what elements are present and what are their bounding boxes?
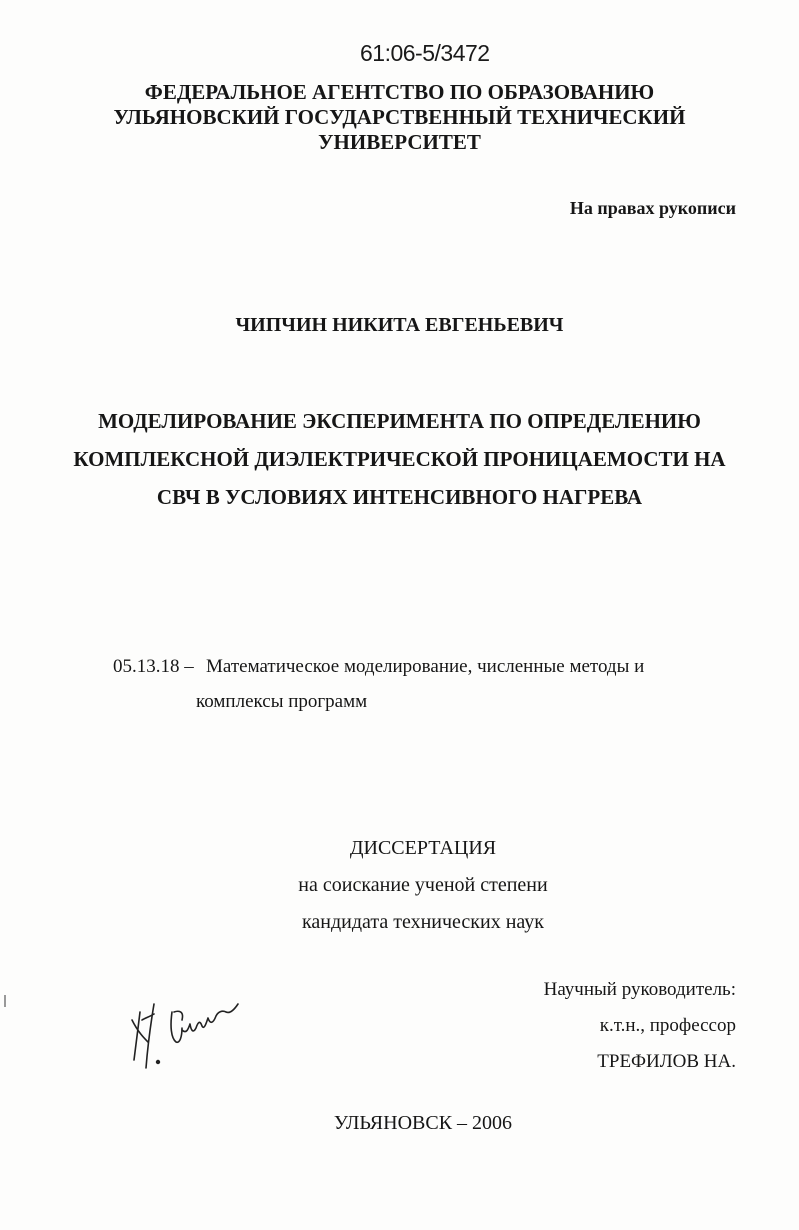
specialty-line-2: комплексы программ bbox=[196, 691, 368, 712]
dissertation-line-1: на соискание ученой степени bbox=[298, 874, 548, 896]
organization-line: ФЕДЕРАЛЬНОЕ АГЕНТСТВО ПО ОБРАЗОВАНИЮ bbox=[144, 80, 655, 104]
supervisor-degree: к.т.н., профессор bbox=[599, 1015, 736, 1036]
city-year: УЛЬЯНОВСК – 2006 bbox=[333, 1112, 513, 1134]
title-line: СВЧ В УСЛОВИЯХ ИНТЕНСИВНОГО НАГРЕВА bbox=[156, 485, 643, 509]
supervisor-name: ТРЕФИЛОВ НА. bbox=[597, 1051, 736, 1072]
title-line: МОДЕЛИРОВАНИЕ ЭКСПЕРИМЕНТА ПО ОПРЕДЕЛЕНИЮ bbox=[98, 409, 701, 433]
archive-stamp: 61:06-5/3472 bbox=[360, 40, 490, 66]
dissertation-title bbox=[0, 402, 799, 516]
title-line: КОМПЛЕКСНОЙ ДИЭЛЕКТРИЧЕСКОЙ ПРОНИЦАЕМОСТИ НА bbox=[73, 447, 726, 471]
supervisor-label: Научный руководитель: bbox=[543, 979, 736, 1000]
organization-header bbox=[0, 80, 799, 155]
handwritten-signature bbox=[118, 990, 258, 1075]
organization-line: УЛЬЯНОВСКИЙ ГОСУДАРСТВЕННЫЙ ТЕХНИЧЕСКИЙ bbox=[113, 105, 686, 129]
organization-line: УНИВЕРСИТЕТ bbox=[318, 130, 481, 154]
dissertation-block bbox=[0, 830, 799, 941]
author-name: ЧИПЧИН НИКИТА ЕВГЕНЬЕВИЧ bbox=[235, 314, 564, 336]
specialty-code: 05.13.18 – bbox=[113, 656, 194, 677]
scan-mark bbox=[4, 995, 6, 1007]
supervisor-block bbox=[544, 972, 736, 1080]
specialty-line-1: Математическое моделирование, численные методы и bbox=[206, 656, 645, 677]
dissertation-line-2: кандидата технических наук bbox=[301, 911, 545, 933]
rights-note: На правах рукописи bbox=[569, 198, 736, 218]
dissertation-heading: ДИССЕРТАЦИЯ bbox=[349, 837, 497, 859]
